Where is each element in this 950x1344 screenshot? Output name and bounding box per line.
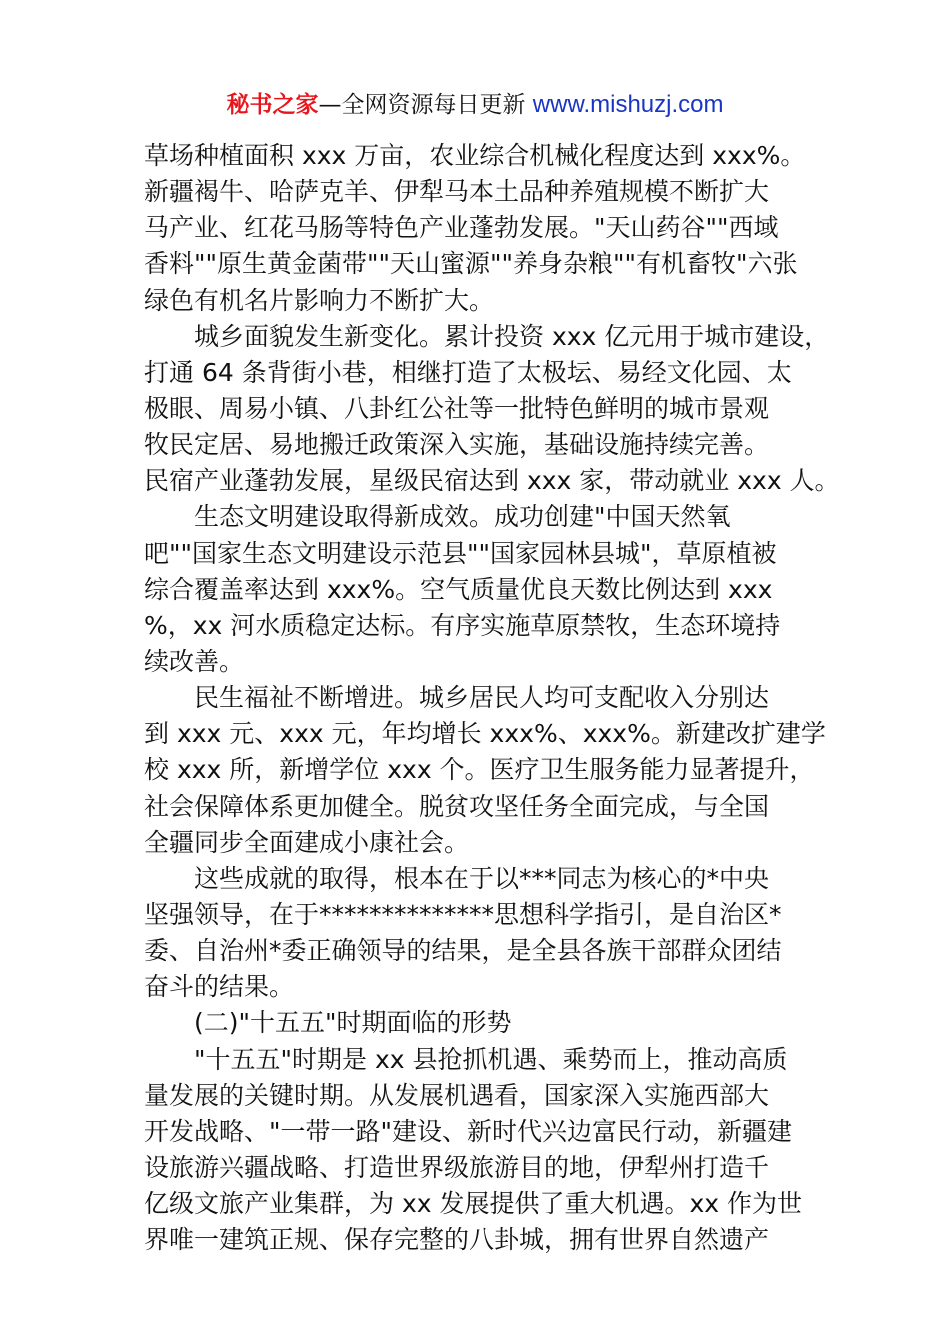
text-line: 坚强领导，在于**************思想科学指引，是自治区* [144,899,782,929]
text-line: 全疆同步全面建成小康社会。 [144,827,470,857]
page-header [0,88,950,122]
text-line: 新疆褐牛、哈萨克羊、伊犁马本土品种养殖规模不断扩大 [144,177,770,207]
text-line: 亿级文旅产业集群，为 xx 发展提供了重大机遇。xx 作为世 [144,1189,803,1219]
text-line: 马产业、红花马肠等特色产业蓬勃发展。"天山药谷""西域 [144,213,779,243]
brand-name: 秘书之家 [226,92,319,118]
paragraph-start-line: 生态文明建设取得新成效。成功创建"中国天然氧 [194,502,731,532]
paragraph-start-line: 民生福祉不断增进。城乡居民人均可支配收入分别达 [194,683,770,713]
text-line: 香料""原生黄金菌带""天山蜜源""养身杂粮""有机畜牧"六张 [144,249,798,279]
text-line: 设旅游兴疆战略、打造世界级旅游目的地，伊犁州打造千 [144,1152,770,1182]
text-line: 吧""国家生态文明建设示范县""国家园林县城"，草原植被 [144,538,777,568]
paragraph-start-line: 这些成就的取得，根本在于以***同志为核心的*中央 [194,863,770,893]
text-line: 续改善。 [144,646,245,676]
text-line: 极眼、周易小镇、八卦红公社等一批特色鲜明的城市景观 [144,393,770,423]
text-line: 社会保障体系更加健全。脱贫攻坚任务全面完成，与全国 [144,791,770,821]
text-line: 打通 64 条背街小巷，相继打造了太极坛、易经文化园、太 [144,357,792,387]
text-line: 委、自治州*委正确领导的结果，是全县各族干部群众团结 [144,936,782,966]
text-line: 绿色有机名片影响力不断扩大。 [144,285,495,315]
text-line: %，xx 河水质稳定达标。有序实施草原禁牧，生态环境持 [144,610,781,640]
header-tagline: —全网资源每日更新 [318,92,526,118]
paragraph-start-line: "十五五"时期是 xx 县抢抓机遇、乘势而上，推动高质 [194,1044,788,1074]
site-url-link[interactable]: www.mishuzj.com [532,91,724,118]
text-line: 奋斗的结果。 [144,972,295,1002]
text-line: 到 xxx 元、xxx 元，年均增长 xxx%、xxx%。新建改扩建学 [144,719,826,749]
text-line: 界唯一建筑正规、保存完整的八卦城，拥有世界自然遗产 [144,1225,770,1255]
text-line: 牧民定居、易地搬迁政策深入实施，基础设施持续完善。 [144,430,770,460]
text-line: 开发战略、"一带一路"建设、新时代兴边富民行动，新疆建 [144,1116,793,1146]
paragraph-start-line: 城乡面貌发生新变化。累计投资 xxx 亿元用于城市建设， [194,321,830,351]
text-line: 校 xxx 所，新增学位 xxx 个。医疗卫生服务能力显著提升， [144,755,815,785]
text-line: 量发展的关键时期。从发展机遇看，国家深入实施西部大 [144,1080,770,1110]
text-line: 草场种植面积 xxx 万亩，农业综合机械化程度达到 xxx%。 [144,141,806,170]
text-line: 民宿产业蓬勃发展，星级民宿达到 xxx 家，带动就业 xxx 人。 [144,466,840,496]
text-line: 综合覆盖率达到 xxx%。空气质量优良天数比例达到 xxx [144,574,773,604]
section-heading: (二)"十五五"时期面临的形势 [194,1008,512,1038]
document-body [144,138,840,1258]
